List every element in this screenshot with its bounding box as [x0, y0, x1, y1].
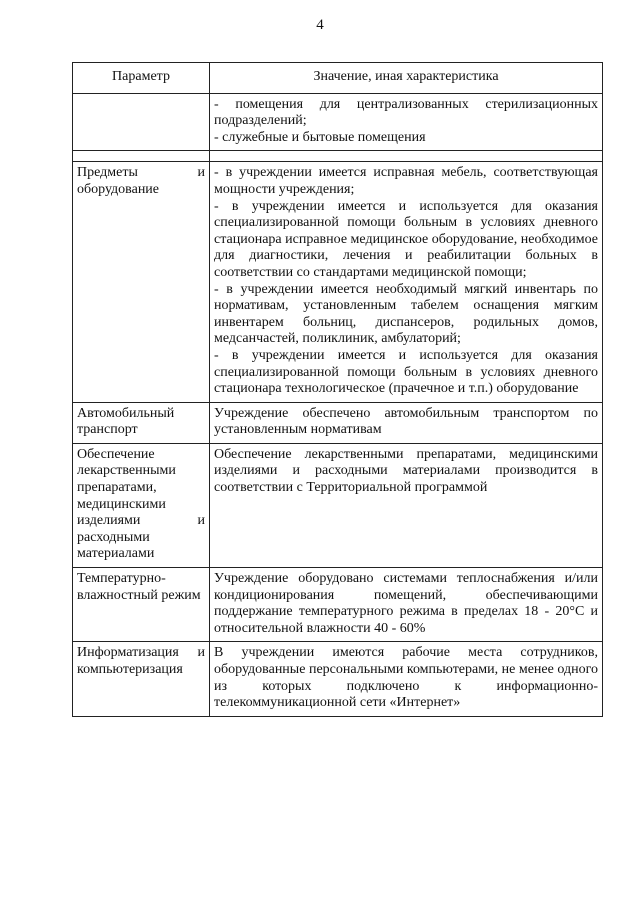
table-row: [73, 642, 603, 716]
value-line: - служебные и бытовые помещения: [214, 129, 426, 145]
value-line: - в учреждении имеется необходимый мягкий инвентарь по нормативам, установленным табелем оснащения мягким инвентарем больниц, диспансеров, родильных домов, медсанчастей, поликлиник, амбулаторий;: [214, 281, 598, 347]
header-value: Значение, иная характеристика: [210, 63, 603, 94]
page-number: 4: [316, 17, 324, 33]
param-cell: Предметы и оборудование: [73, 162, 210, 402]
table-header-row: [73, 63, 603, 94]
table-row: [73, 568, 603, 642]
parameters-table: [72, 62, 603, 717]
table-row: [73, 162, 603, 402]
value-line: Учреждение оборудовано системами теплоснабжения и/или кондиционирования помещений, обеспечивающими поддержание температурного режима в пределах 18 - 20°С и относительной влажности 40 - 60%: [214, 571, 598, 636]
param-cell: Автомобильный транспорт: [73, 402, 210, 443]
value-line: Учреждение обеспечено автомобильным транспортом по установленным нормативам: [214, 405, 598, 438]
value-line: В учреждении имеются рабочие места сотрудников, оборудованные персональными компьютерами, не менее одного из которых подключено к информационно-телекоммуникационной сети «Интернет»: [214, 645, 598, 711]
row-gap: [73, 151, 603, 162]
value-line: - в учреждении имеется и используется для оказания специализированной помощи больным в условиях дневного стационара исправное медицинское оборудование, необходимое для диагностики, лечения и реабилитации больных в соответствии со стандартами медицинской помощи;: [214, 198, 598, 280]
param-cell: Температурно-влажностный режим: [73, 568, 210, 642]
value-cell: [210, 568, 603, 642]
param-cell: [73, 93, 210, 151]
table-row: [73, 93, 603, 151]
value-line: Обеспечение лекарственными препаратами, медицинскими изделиями и расходными материалами производится в соответствии с Территориальной программой: [214, 446, 598, 496]
value-cell: [210, 162, 603, 402]
header-param: Параметр: [73, 63, 210, 94]
value-cell: [210, 93, 603, 151]
value-cell: [210, 402, 603, 443]
table-row: [73, 443, 603, 567]
value-cell: [210, 443, 603, 567]
param-cell: Обеспечение лекарственными препаратами, медицинскими изделиями и расходными материалами: [73, 443, 210, 567]
value-line: - в учреждении имеется и используется для оказания специализированной помощи больным в условиях дневного стационара технологическое (прачечное и т.п.) оборудование: [214, 347, 598, 397]
param-cell: Информатизация и компьютеризация: [73, 642, 210, 716]
table-row: [73, 402, 603, 443]
value-line: - помещения для централизованных стерилизационных подразделений;: [214, 96, 598, 129]
value-cell: [210, 642, 603, 716]
value-line: - в учреждении имеется исправная мебель, соответствующая мощности учреждения;: [214, 165, 598, 197]
